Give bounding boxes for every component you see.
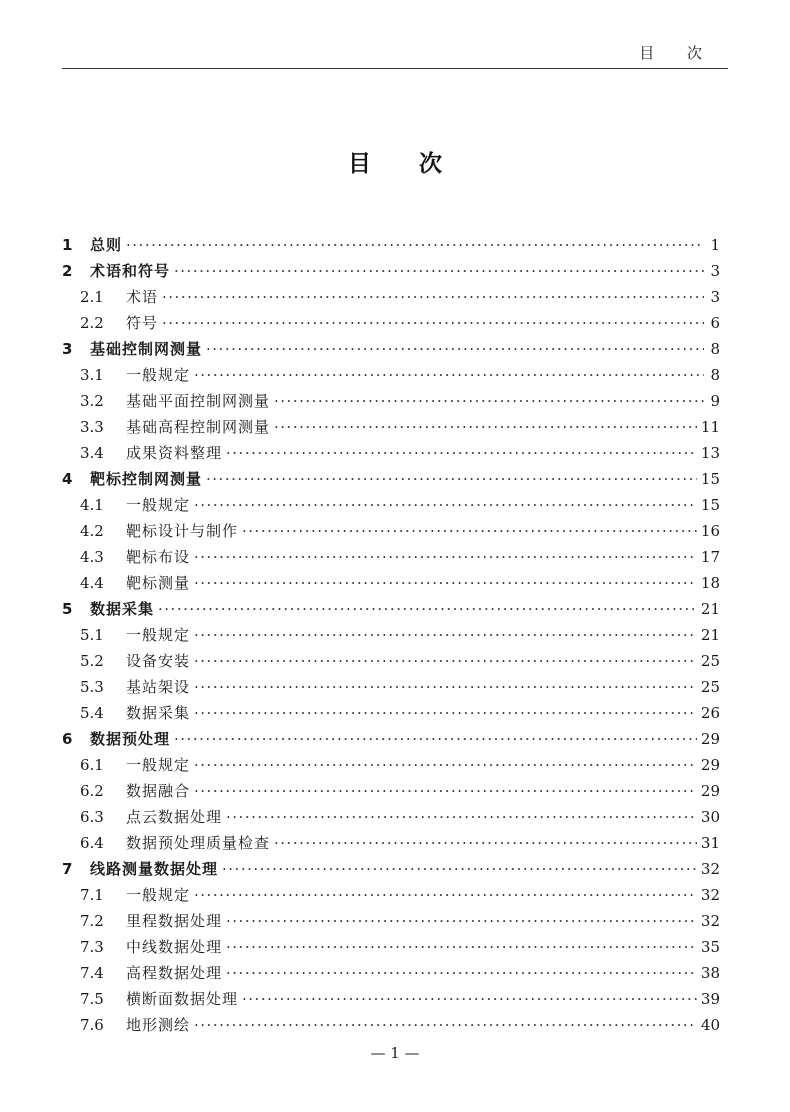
toc-dot-leader: [242, 518, 697, 544]
toc-entry-page: 15: [700, 470, 720, 488]
toc-entry-page: 31: [700, 834, 720, 852]
toc-entry-label: 靶标设计与制作: [126, 522, 239, 540]
toc-section-entry[interactable]: [62, 986, 720, 1012]
toc-entry-page: 25: [700, 652, 720, 670]
toc-entry-number: 5.3: [80, 678, 104, 696]
toc-section-entry[interactable]: [62, 674, 720, 700]
toc-dot-leader: [194, 674, 697, 700]
toc-entry-number: 7.1: [80, 886, 104, 904]
toc-section-entry[interactable]: [62, 648, 720, 674]
toc-entry-page: 17: [700, 548, 720, 566]
toc-entry-number: 1: [62, 236, 73, 254]
toc-entry-number: 5.4: [80, 704, 104, 722]
toc-section-entry[interactable]: [62, 362, 720, 388]
toc-entry-number: 6.4: [80, 834, 104, 852]
toc-entry-label: 地形测绘: [126, 1016, 191, 1034]
toc-entry-page: 21: [700, 600, 720, 618]
toc-entry-number: 5.2: [80, 652, 104, 670]
toc-entry-number: 6.1: [80, 756, 104, 774]
toc-dot-leader: [206, 336, 704, 362]
toc-entry-page: 3: [710, 262, 720, 280]
toc-dot-leader: [274, 414, 697, 440]
toc-entry-label: 数据预处理质量检查: [126, 834, 271, 852]
toc-section-entry[interactable]: [62, 414, 720, 440]
header-rule: [62, 68, 728, 69]
toc-chapter-entry[interactable]: [62, 336, 720, 362]
toc-entry-label: 术语和符号: [90, 262, 171, 280]
toc-entry-page: 39: [700, 990, 720, 1008]
table-of-contents: [62, 232, 720, 1038]
toc-dot-leader: [194, 778, 697, 804]
toc-section-entry[interactable]: [62, 934, 720, 960]
toc-entry-label: 一般规定: [126, 496, 191, 514]
toc-entry-page: 8: [710, 366, 720, 384]
toc-dot-leader: [194, 362, 704, 388]
toc-dot-leader: [194, 622, 697, 648]
toc-entry-page: 11: [700, 418, 720, 436]
toc-entry-label: 数据融合: [126, 782, 191, 800]
toc-entry-page: 16: [700, 522, 720, 540]
toc-entry-label: 线路测量数据处理: [90, 860, 219, 878]
toc-section-entry[interactable]: [62, 830, 720, 856]
toc-dot-leader: [194, 544, 697, 570]
toc-dot-leader: [158, 596, 697, 622]
toc-section-entry[interactable]: [62, 518, 720, 544]
toc-dot-leader: [194, 492, 697, 518]
toc-section-entry[interactable]: [62, 622, 720, 648]
running-header-title: 目 次: [639, 44, 716, 62]
toc-entry-page: 29: [700, 756, 720, 774]
toc-section-entry[interactable]: [62, 700, 720, 726]
toc-entry-number: 3.1: [80, 366, 104, 384]
toc-dot-leader: [226, 960, 697, 986]
toc-chapter-entry[interactable]: [62, 856, 720, 882]
toc-chapter-entry[interactable]: [62, 466, 720, 492]
toc-entry-number: 7.2: [80, 912, 104, 930]
toc-entry-label: 符号: [126, 314, 159, 332]
toc-dot-leader: [226, 440, 697, 466]
toc-dot-leader: [162, 284, 704, 310]
toc-entry-number: 7: [62, 860, 73, 878]
toc-chapter-entry[interactable]: [62, 596, 720, 622]
toc-section-entry[interactable]: [62, 908, 720, 934]
toc-section-entry[interactable]: [62, 778, 720, 804]
toc-entry-label: 设备安装: [126, 652, 191, 670]
toc-dot-leader: [194, 570, 697, 596]
toc-entry-number: 4.2: [80, 522, 104, 540]
toc-section-entry[interactable]: [62, 544, 720, 570]
toc-entry-number: 6.3: [80, 808, 104, 826]
toc-dot-leader: [226, 804, 697, 830]
toc-chapter-entry[interactable]: [62, 232, 720, 258]
toc-section-entry[interactable]: [62, 440, 720, 466]
toc-entry-page: 32: [700, 886, 720, 904]
toc-entry-label: 基础高程控制网测量: [126, 418, 271, 436]
toc-entry-number: 3.3: [80, 418, 104, 436]
toc-entry-number: 4.3: [80, 548, 104, 566]
toc-entry-label: 成果资料整理: [126, 444, 223, 462]
toc-dot-leader: [226, 934, 697, 960]
toc-entry-page: 6: [710, 314, 720, 332]
page-number: — 1 —: [370, 1044, 420, 1062]
toc-entry-number: 2.2: [80, 314, 104, 332]
toc-entry-page: 26: [700, 704, 720, 722]
toc-chapter-entry[interactable]: [62, 258, 720, 284]
toc-entry-page: 32: [700, 912, 720, 930]
toc-entry-page: 8: [710, 340, 720, 358]
toc-entry-page: 38: [700, 964, 720, 982]
toc-dot-leader: [194, 1012, 697, 1038]
toc-section-entry[interactable]: [62, 1012, 720, 1038]
toc-dot-leader: [162, 310, 704, 336]
toc-dot-leader: [174, 726, 697, 752]
page-title: 目次: [348, 151, 490, 177]
toc-section-entry[interactable]: [62, 960, 720, 986]
toc-entry-label: 一般规定: [126, 756, 191, 774]
toc-entry-label: 点云数据处理: [126, 808, 223, 826]
toc-entry-page: 35: [700, 938, 720, 956]
toc-entry-label: 术语: [126, 288, 159, 306]
toc-section-entry[interactable]: [62, 492, 720, 518]
toc-entry-page: 40: [700, 1016, 720, 1034]
toc-dot-leader: [274, 388, 704, 414]
toc-entry-label: 靶标布设: [126, 548, 191, 566]
toc-entry-label: 总则: [90, 236, 123, 254]
toc-section-entry[interactable]: [62, 570, 720, 596]
toc-entry-number: 4.4: [80, 574, 104, 592]
toc-section-entry[interactable]: [62, 804, 720, 830]
toc-entry-label: 数据采集: [90, 600, 155, 618]
toc-entry-number: 4.1: [80, 496, 104, 514]
toc-entry-page: 13: [700, 444, 720, 462]
toc-dot-leader: [126, 232, 704, 258]
toc-entry-number: 2: [62, 262, 73, 280]
toc-entry-number: 3.4: [80, 444, 104, 462]
toc-entry-label: 一般规定: [126, 366, 191, 384]
toc-entry-number: 3.2: [80, 392, 104, 410]
toc-entry-number: 3: [62, 340, 73, 358]
toc-entry-number: 7.6: [80, 1016, 104, 1034]
toc-entry-label: 数据预处理: [90, 730, 171, 748]
toc-entry-label: 数据采集: [126, 704, 191, 722]
toc-dot-leader: [274, 830, 697, 856]
toc-dot-leader: [206, 466, 697, 492]
toc-entry-page: 29: [700, 730, 720, 748]
toc-entry-number: 7.3: [80, 938, 104, 956]
toc-dot-leader: [194, 882, 697, 908]
toc-entry-label: 靶标测量: [126, 574, 191, 592]
toc-chapter-entry[interactable]: [62, 726, 720, 752]
toc-entry-label: 基站架设: [126, 678, 191, 696]
toc-entry-number: 4: [62, 470, 73, 488]
toc-entry-number: 7.5: [80, 990, 104, 1008]
toc-entry-label: 基础控制网测量: [90, 340, 203, 358]
toc-entry-label: 里程数据处理: [126, 912, 223, 930]
toc-dot-leader: [194, 752, 697, 778]
toc-entry-label: 基础平面控制网测量: [126, 392, 271, 410]
toc-dot-leader: [174, 258, 704, 284]
toc-dot-leader: [226, 908, 697, 934]
toc-entry-label: 一般规定: [126, 626, 191, 644]
toc-section-entry[interactable]: [62, 752, 720, 778]
toc-entry-number: 6: [62, 730, 73, 748]
toc-entry-label: 横断面数据处理: [126, 990, 239, 1008]
toc-entry-label: 中线数据处理: [126, 938, 223, 956]
toc-entry-page: 3: [710, 288, 720, 306]
toc-entry-page: 1: [710, 236, 720, 254]
toc-entry-page: 21: [700, 626, 720, 644]
toc-section-entry[interactable]: [62, 310, 720, 336]
toc-entry-page: 18: [700, 574, 720, 592]
toc-entry-page: 29: [700, 782, 720, 800]
toc-section-entry[interactable]: [62, 882, 720, 908]
toc-dot-leader: [242, 986, 697, 1012]
toc-entry-page: 9: [710, 392, 720, 410]
toc-entry-number: 2.1: [80, 288, 104, 306]
toc-section-entry[interactable]: [62, 284, 720, 310]
toc-entry-page: 25: [700, 678, 720, 696]
toc-section-entry[interactable]: [62, 388, 720, 414]
toc-entry-number: 5: [62, 600, 73, 618]
toc-entry-number: 5.1: [80, 626, 104, 644]
toc-dot-leader: [194, 700, 697, 726]
toc-entry-page: 15: [700, 496, 720, 514]
toc-entry-label: 靶标控制网测量: [90, 470, 203, 488]
toc-entry-page: 32: [700, 860, 720, 878]
toc-dot-leader: [222, 856, 697, 882]
toc-entry-label: 一般规定: [126, 886, 191, 904]
toc-entry-page: 30: [700, 808, 720, 826]
toc-entry-number: 6.2: [80, 782, 104, 800]
toc-entry-number: 7.4: [80, 964, 104, 982]
toc-entry-label: 高程数据处理: [126, 964, 223, 982]
toc-dot-leader: [194, 648, 697, 674]
